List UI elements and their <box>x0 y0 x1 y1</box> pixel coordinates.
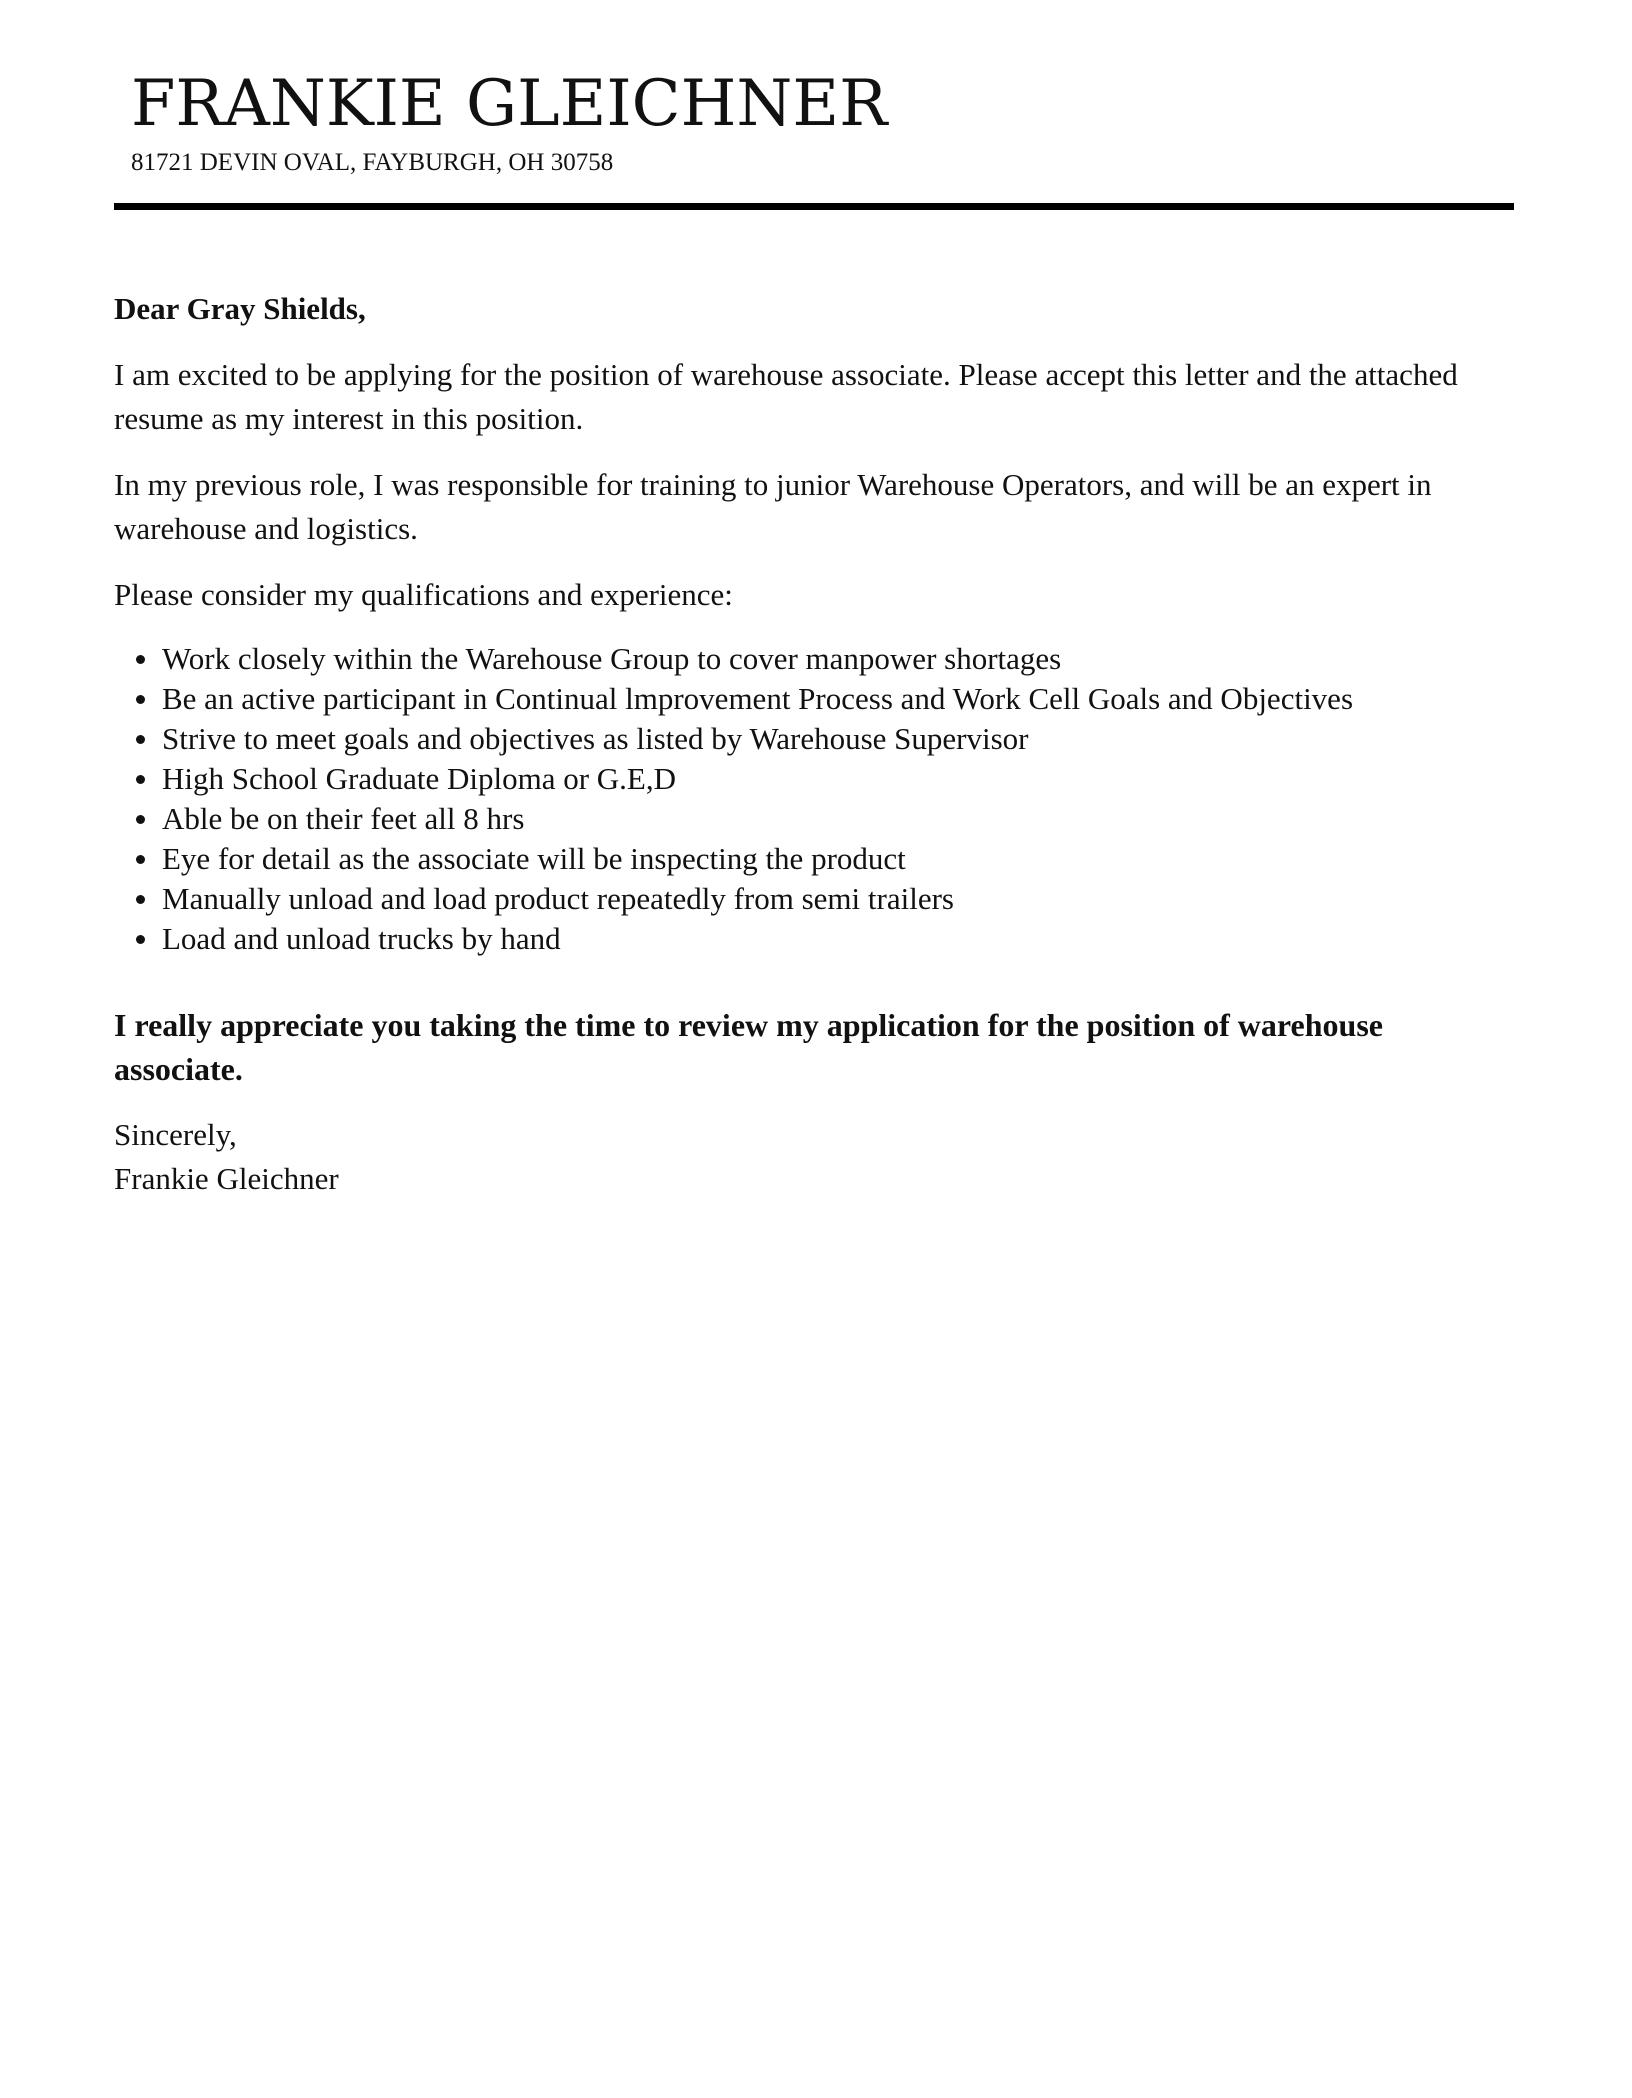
letter-body <box>114 287 1504 1201</box>
bullet-icon <box>136 815 145 824</box>
list-item <box>162 879 1504 919</box>
list-item <box>162 919 1504 959</box>
bullet-icon <box>136 855 145 864</box>
bullet-icon <box>136 695 145 704</box>
bullet-icon <box>136 775 145 784</box>
experience-paragraph: In my previous role, I was responsible for training to junior Warehouse Operators, and will be an expert in warehouse and logistics. <box>114 467 1432 546</box>
applicant-name: FRANKIE GLEICHNER <box>131 67 888 141</box>
list-item <box>162 639 1504 679</box>
list-item <box>162 719 1504 759</box>
list-item-text: Be an active participant in Continual lmprovement Process and Work Cell Goals and Objectives <box>162 681 1354 716</box>
signature-name: Frankie Gleichner <box>114 1161 339 1196</box>
bullet-icon <box>136 735 145 744</box>
list-item-text: Able be on their feet all 8 hrs <box>162 801 525 836</box>
letter-header <box>114 62 1514 180</box>
list-item <box>162 679 1504 719</box>
qualifications-intro: Please consider my qualifications and experience: <box>114 577 733 612</box>
bullet-icon <box>136 655 145 664</box>
list-item-text: Load and unload trucks by hand <box>162 921 561 956</box>
list-item-text: High School Graduate Diploma or G.E,D <box>162 761 676 796</box>
list-item <box>162 759 1504 799</box>
intro-paragraph: I am excited to be applying for the position of warehouse associate. Please accept this letter and the attached resume as my interest in this position. <box>114 357 1458 436</box>
list-item <box>162 839 1504 879</box>
bullet-icon <box>136 895 145 904</box>
salutation: Dear Gray Shields, <box>114 291 366 326</box>
list-item-text: Manually unload and load product repeatedly from semi trailers <box>162 881 954 916</box>
list-item <box>162 799 1504 839</box>
list-item-text: Strive to meet goals and objectives as listed by Warehouse Supervisor <box>162 721 1029 756</box>
list-item-text: Eye for detail as the associate will be inspecting the product <box>162 841 906 876</box>
list-item-text: Work closely within the Warehouse Group to cover manpower shortages <box>162 641 1062 676</box>
header-divider <box>114 203 1514 210</box>
bullet-icon <box>136 935 145 944</box>
signoff: Sincerely, <box>114 1117 237 1152</box>
closing-statement: I really appreciate you taking the time to review my application for the position of warehouse associate. <box>114 1007 1383 1087</box>
qualifications-list <box>114 639 1504 959</box>
applicant-address: 81721 DEVIN OVAL, FAYBURGH, OH 30758 <box>131 149 614 176</box>
